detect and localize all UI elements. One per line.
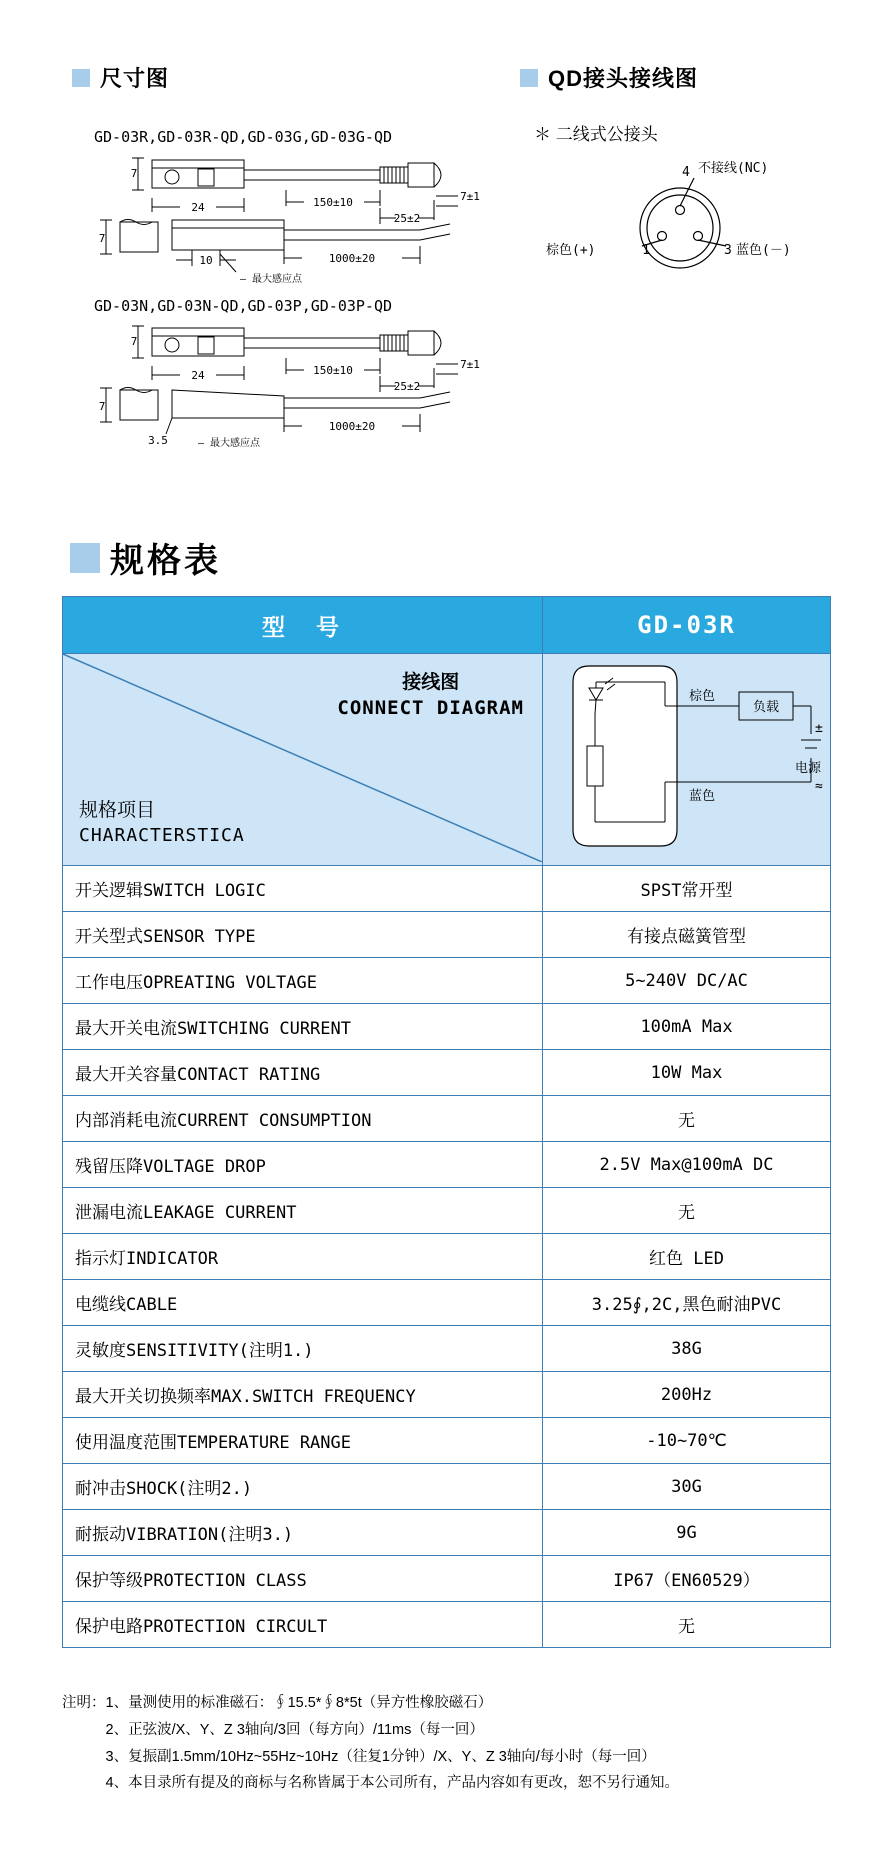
row-label: 最大开关电流SWITCHING CURRENT [63, 1004, 543, 1050]
wiring-schematic [543, 654, 831, 860]
max-point-label-upper: — 最大感应点 [240, 274, 303, 285]
row-label: 开关型式SENSOR TYPE [63, 912, 543, 958]
row-label: 耐冲击SHOCK(注明2.) [63, 1464, 543, 1510]
row-value: 38G [543, 1326, 831, 1372]
qd-pin1-number: 1 [642, 243, 650, 258]
table-row [63, 1510, 831, 1556]
diagrams-section [0, 0, 891, 500]
row-value: 100mA Max [543, 1004, 831, 1050]
dimension-heading [72, 62, 169, 93]
svg-text:7: 7 [98, 400, 106, 413]
row-value: IP67（EN60529） [543, 1556, 831, 1602]
svg-text:1000±20: 1000±20 [328, 252, 376, 265]
row-value: 200Hz [543, 1372, 831, 1418]
qd-pin3-number: 3 [724, 243, 732, 258]
qd-connector-drawing [530, 150, 830, 290]
characteristics-cn: 规格项目 [79, 800, 156, 822]
table-row [63, 958, 831, 1004]
table-row [63, 1050, 831, 1096]
connect-diagram-cn: 接线图 [402, 672, 460, 693]
svg-text:150±10: 150±10 [313, 364, 353, 377]
table-row [63, 1418, 831, 1464]
svg-text:25±2: 25±2 [393, 212, 421, 225]
svg-text:24: 24 [191, 369, 205, 382]
row-value: 9G [543, 1510, 831, 1556]
row-label: 电缆线CABLE [63, 1280, 543, 1326]
max-point-label-lower: — 最大感应点 [198, 438, 261, 449]
table-row [63, 1372, 831, 1418]
svg-text:7±1: 7±1 [460, 190, 480, 203]
footnote-1: 注明：1、量测使用的标准磁石：∮15.5*∮8*5t（异方性橡胶磁石） [62, 1695, 493, 1711]
svg-text:3.5: 3.5 [148, 434, 168, 447]
qd-heading [520, 62, 698, 93]
row-label: 保护等级PROTECTION CLASS [63, 1556, 543, 1602]
table-row [63, 866, 831, 912]
model-line-1: GD-03R,GD-03R-QD,GD-03G,GD-03G-QD [94, 128, 393, 146]
dimension-title: 尺寸图 [100, 66, 170, 91]
table-row [63, 1004, 831, 1050]
spec-heading [70, 533, 221, 582]
qd-pin4-label: 不接线(NC) [698, 161, 769, 176]
characteristics-label [79, 798, 245, 848]
svg-text:7±1: 7±1 [460, 358, 480, 371]
specification-table [62, 596, 831, 1648]
table-row [63, 1280, 831, 1326]
model-line-2: GD-03N,GD-03N-QD,GD-03P,GD-03P-QD [94, 297, 393, 315]
qd-pin3-label: 蓝色(－) [736, 243, 791, 258]
connect-diagram-en: CONNECT DIAGRAM [337, 696, 524, 719]
row-label: 使用温度范围TEMPERATURE RANGE [63, 1418, 543, 1464]
wire-blue-label: 蓝色 [689, 789, 716, 804]
footnote-3: 3、复振副1.5mm/10Hz~55Hz~10Hz（往复1分钟）/X、Y、Z 3轴向/每小时（每一回） [62, 1748, 656, 1765]
row-label: 开关逻辑SWITCH LOGIC [63, 866, 543, 912]
table-row [63, 1464, 831, 1510]
heading-square-icon [520, 69, 538, 87]
footnote-2: 2、正弦波/X、Y、Z 3轴向/3回（每方向）/11ms（每一回） [62, 1721, 484, 1738]
connect-diagram-label [337, 670, 524, 721]
svg-text:24: 24 [191, 201, 205, 214]
row-label: 灵敏度SENSITIVITY(注明1.) [63, 1326, 543, 1372]
table-row [63, 1326, 831, 1372]
wiring-schematic-cell [543, 654, 831, 866]
table-row [63, 1556, 831, 1602]
row-value: 2.5V Max@100mA DC [543, 1142, 831, 1188]
row-label: 内部消耗电流CURRENT CONSUMPTION [63, 1096, 543, 1142]
qd-pin1-label: 棕色(+) [546, 243, 596, 258]
row-value: SPST常开型 [543, 866, 831, 912]
row-value: 有接点磁簧管型 [543, 912, 831, 958]
dimension-drawing-upper [80, 150, 510, 290]
dimension-drawing-lower [80, 318, 510, 450]
heading-square-icon [72, 69, 90, 87]
table-row [63, 1188, 831, 1234]
table-row [63, 1234, 831, 1280]
svg-text:150±10: 150±10 [313, 196, 353, 209]
row-label: 残留压降VOLTAGE DROP [63, 1142, 543, 1188]
header-model-value: GD-03R [543, 597, 831, 654]
row-value: 5~240V DC/AC [543, 958, 831, 1004]
row-value: 无 [543, 1602, 831, 1648]
table-row [63, 1142, 831, 1188]
svg-text:10: 10 [199, 254, 213, 267]
row-value: 30G [543, 1464, 831, 1510]
power-dc-symbol: ± [815, 721, 823, 736]
table-header-row [63, 597, 831, 654]
diagram-label-cell [63, 654, 543, 866]
footnote-4: 4、本目录所有提及的商标与名称皆属于本公司所有，产品内容如有更改，恕不另行通知。 [62, 1775, 680, 1792]
row-value: 无 [543, 1096, 831, 1142]
row-value: 红色 LED [543, 1234, 831, 1280]
spec-title: 规格表 [110, 542, 221, 580]
table-row [63, 1602, 831, 1648]
table-row [63, 1096, 831, 1142]
wire-brown-label: 棕色 [689, 689, 716, 704]
svg-text:7: 7 [130, 335, 138, 348]
row-value: 10W Max [543, 1050, 831, 1096]
header-model-label: 型 号 [63, 597, 543, 654]
row-label: 保护电路PROTECTION CIRCULT [63, 1602, 543, 1648]
row-value: -10~70℃ [543, 1418, 831, 1464]
qd-title: QD接头接线图 [548, 66, 699, 91]
row-value: 3.25∮,2C,黑色耐油PVC [543, 1280, 831, 1326]
svg-text:1000±20: 1000±20 [328, 420, 376, 433]
row-label: 耐振动VIBRATION(注明3.) [63, 1510, 543, 1556]
row-value: 无 [543, 1188, 831, 1234]
qd-pin4-number: 4 [682, 165, 690, 180]
power-ac-symbol: ≈ [815, 779, 823, 794]
svg-text:7: 7 [98, 232, 106, 245]
footnotes [62, 1690, 679, 1797]
table-row [63, 912, 831, 958]
characteristics-en: CHARACTERSTICA [79, 824, 245, 846]
qd-subtitle: ＊ 二线式公接头 [534, 125, 658, 144]
svg-text:7: 7 [130, 167, 138, 180]
svg-text:25±2: 25±2 [393, 380, 421, 393]
heading-square-icon [70, 543, 100, 573]
power-label: 电源 [795, 761, 822, 776]
row-label: 工作电压OPREATING VOLTAGE [63, 958, 543, 1004]
row-label: 最大开关切换频率MAX.SWITCH FREQUENCY [63, 1372, 543, 1418]
row-label: 最大开关容量CONTACT RATING [63, 1050, 543, 1096]
row-label: 指示灯INDICATOR [63, 1234, 543, 1280]
row-label: 泄漏电流LEAKAGE CURRENT [63, 1188, 543, 1234]
connect-diagram-row [63, 654, 831, 866]
load-label: 负载 [752, 700, 780, 715]
